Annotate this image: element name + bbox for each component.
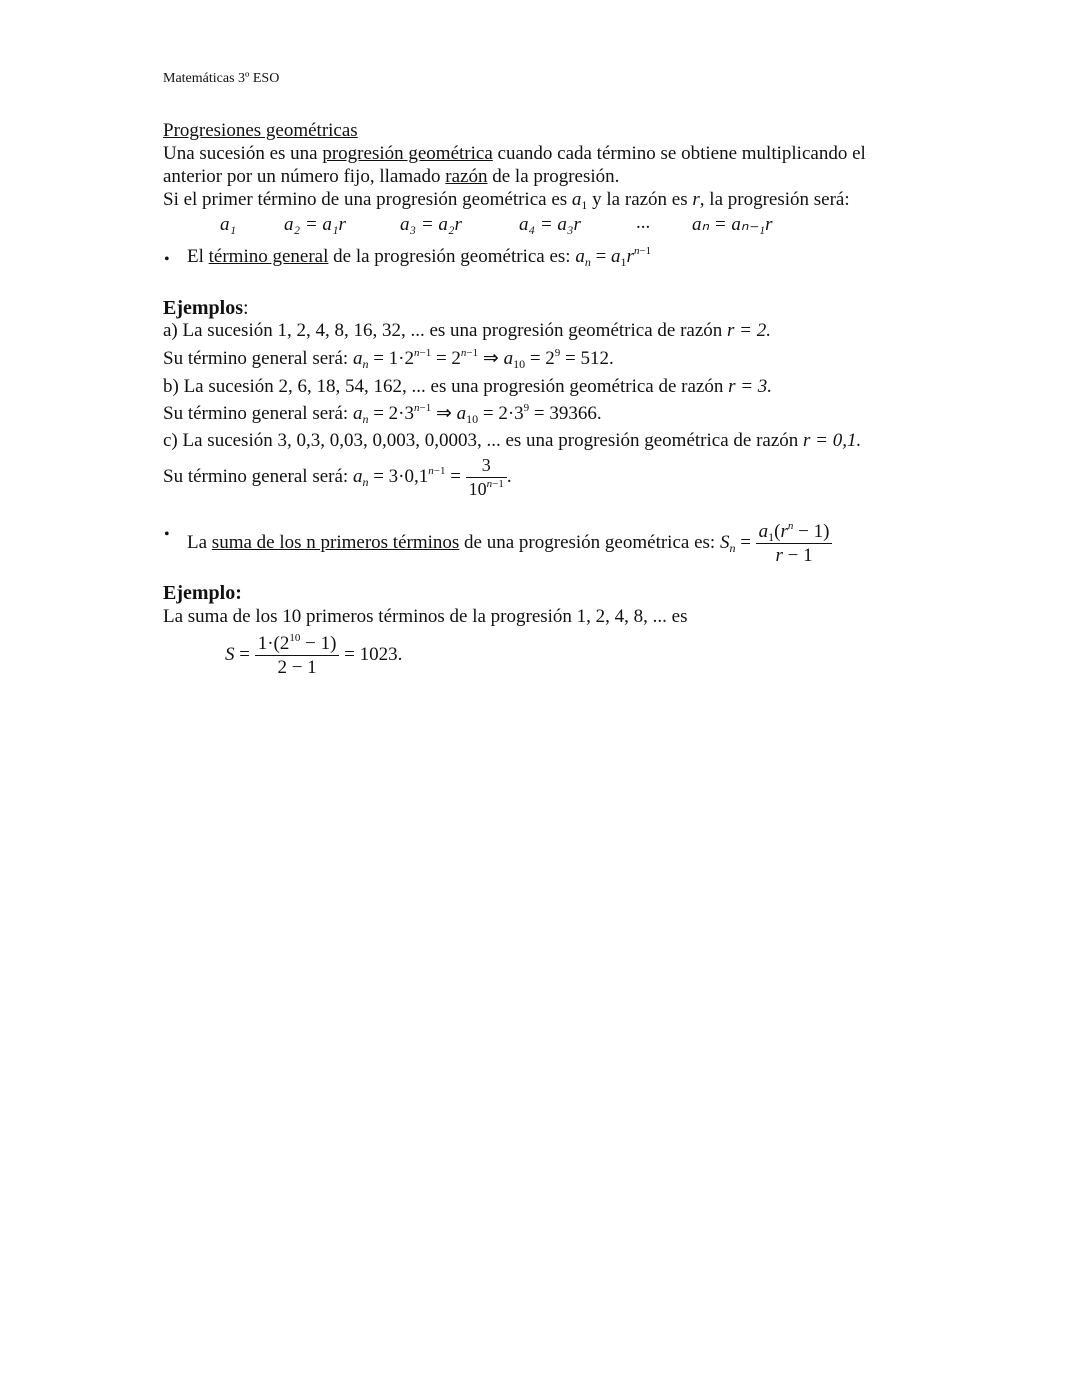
- sequence-ellipsis: ...: [636, 212, 651, 233]
- bullet-text: El: [187, 246, 209, 267]
- example-ratio: r = 0,1.: [803, 430, 862, 451]
- math-a1: a: [571, 189, 582, 210]
- intro-text: Si el primer término de una progresión geométrica es: [163, 189, 572, 210]
- example-text: Su término general será:: [163, 465, 353, 487]
- term-suma-n-primeros: suma de los n primeros términos: [211, 531, 460, 553]
- intro-text: de la progresión.: [487, 166, 620, 187]
- example-a-general: [163, 347, 614, 370]
- formula-general-term: $a_n = a_1r^{n-1}$: [575, 245, 652, 269]
- intro-text: anterior por un número fijo, llamado: [163, 166, 446, 187]
- intro-text: y la razón es: [587, 189, 693, 210]
- intro-text: cuando cada término se obtiene multiplicando el: [492, 143, 866, 164]
- examples-heading: Ejemplos:: [163, 297, 249, 319]
- example-text: Su término general será:: [163, 403, 353, 424]
- intro-line-1: [163, 142, 866, 165]
- example-text: Su término general será:: [163, 348, 353, 369]
- section-title-text: Progresiones geométricas: [163, 120, 358, 141]
- intro-text: , la progresión será:: [699, 189, 850, 210]
- example-sum-text: La suma de los 10 primeros términos de la progresión 1, 2, 4, 8, ... es: [163, 606, 688, 627]
- result-value: 39366: [549, 403, 597, 424]
- sequence-term: a₁: [220, 214, 237, 235]
- example-b: [163, 375, 772, 398]
- intro-line-2: [163, 165, 619, 188]
- formula-example-c: $a_n = 3\cdot 0,1^{n-1}$ = $\frac{3}{10^{n-1}}$ .: [352, 455, 512, 499]
- page-header: Matemáticas 3º ESO: [163, 71, 280, 86]
- bullet-text: de la progresión geométrica es:: [328, 246, 576, 267]
- formula-example-sum: S = $\frac{1\cdot(2^{10} - 1)}{2 - 1}$ = 1023.: [225, 632, 403, 678]
- example-text: b) La sucesión 2, 6, 18, 54, 162, ... es una progresión geométrica de razón: [163, 376, 729, 397]
- example-text: a) La sucesión 1, 2, 4, 8, 16, 32, ... es una progresión geométrica de razón: [163, 320, 728, 341]
- formula-example-a: $a_n = 1\cdot 2^{n-1} = 2^{n-1}$ ⇒ $a_{10} = 2^9 = 512$.: [352, 347, 614, 371]
- term-razon: razón: [445, 166, 488, 187]
- example-c-general: [163, 454, 512, 501]
- intro-text: Una sucesión es una: [163, 143, 323, 164]
- example-text: c) La sucesión 3, 0,3, 0,03, 0,003, 0,0003, ... es una progresión geométrica de razón: [163, 430, 804, 451]
- bullet-sum: [187, 508, 832, 566]
- example-ratio: r = 2.: [727, 320, 771, 341]
- examples-heading-text: Ejemplos: [163, 297, 243, 319]
- result-value: 512: [580, 348, 609, 369]
- bullet-text: de una progresión geométrica es:: [459, 531, 720, 553]
- example-ratio: r = 3.: [728, 376, 773, 397]
- example-heading: Ejemplo:: [163, 582, 242, 604]
- bullet-general-term: [187, 245, 651, 268]
- bullet-marker: •: [164, 526, 170, 543]
- term-progresion-geometrica: progresión geométrica: [322, 143, 493, 164]
- result-value: 1023: [359, 643, 398, 665]
- example-b-general: [163, 402, 602, 425]
- sequence-term: a₃ = a₂r: [400, 214, 462, 235]
- example-a: [163, 319, 771, 342]
- formula-sum: $S_n$ = $\frac{a_1(r^n - 1)}{r - 1}$: [720, 532, 833, 553]
- bullet-marker: •: [164, 251, 170, 268]
- sequence-term: aₙ = aₙ₋₁r: [692, 214, 773, 235]
- bullet-text: La: [187, 531, 212, 553]
- section-title: [163, 119, 358, 142]
- sequence-term: a₂ = a₁r: [284, 214, 346, 235]
- sequence-term: a₄ = a₃r: [519, 214, 581, 235]
- term-termino-general: término general: [208, 246, 329, 267]
- formula-example-b: $a_n = 2\cdot 3^{n-1}$ ⇒ $a_{10} = 2\cdot 3^9 = 39366$.: [352, 402, 602, 426]
- intro-line-3: Si el primer término de una progresión geométrica es $a_1$ y la razón es r, la progresión será:: [163, 189, 850, 212]
- math-r: r: [692, 189, 700, 210]
- example-c: [163, 429, 861, 452]
